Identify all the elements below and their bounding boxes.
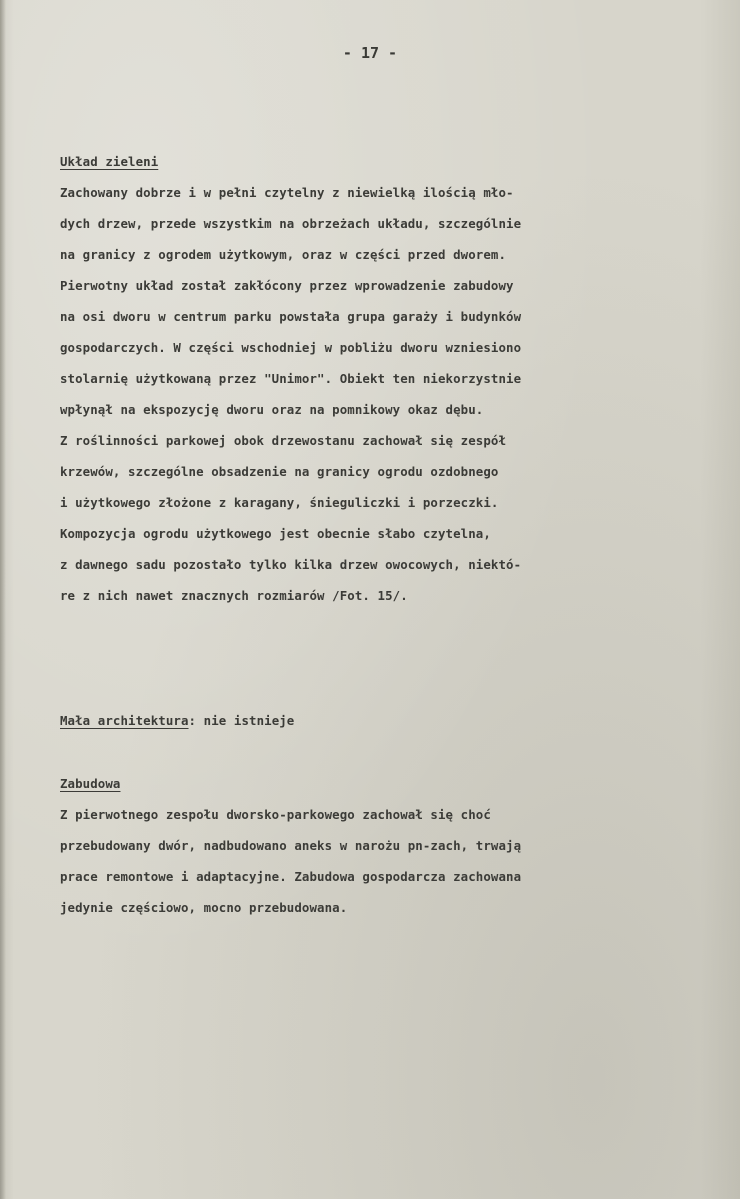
paragraph-line: Zachowany dobrze i w pełni czytelny z niewielką ilością mło- xyxy=(60,185,514,200)
paragraph-line: Kompozycja ogrodu użytkowego jest obecnie słabo czytelna, xyxy=(60,526,491,541)
paragraph-line: Z roślinności parkowej obok drzewostanu zachował się zespół xyxy=(60,433,507,448)
paragraph-line: przebudowany dwór, nadbudowano aneks w narożu pn-zach, trwają xyxy=(60,838,522,853)
paragraph-line: wpłynął na ekspozycję dworu oraz na pomnikowy okaz dębu. xyxy=(60,402,484,417)
page-number: - 17 - xyxy=(342,44,398,62)
section-heading-zabudowa: Zabudowa xyxy=(60,776,121,791)
paragraph-line: stolarnię użytkowaną przez "Unimor". Obiekt ten niekorzystnie xyxy=(60,371,522,386)
section-mala-architektura xyxy=(60,705,294,736)
section-heading-mala-architektura: Mała architektura xyxy=(60,713,189,728)
paragraph-line: Z pierwotnego zespołu dworsko-parkowego zachował się choć xyxy=(60,807,491,822)
section-uklad-zieleni xyxy=(60,146,720,611)
paragraph-line: krzewów, szczególne obsadzenie na granicy ogrodu ozdobnego xyxy=(60,464,499,479)
section-value-mala-architektura: : nie istnieje xyxy=(188,713,295,728)
paragraph-line: gospodarczych. W części wschodniej w pobliżu dworu wzniesiono xyxy=(60,340,522,355)
paragraph-line: jedynie częściowo, mocno przebudowana. xyxy=(60,900,348,915)
paragraph-line: na granicy z ogrodem użytkowym, oraz w części przed dworem. xyxy=(60,247,507,262)
page-edge-shadow xyxy=(0,0,6,1199)
section-heading-uklad-zieleni: Układ zieleni xyxy=(60,154,159,169)
paragraph-line: re z nich nawet znacznych rozmiarów /Fot. 15/. xyxy=(60,588,408,603)
paragraph-line: na osi dworu w centrum parku powstała grupa garaży i budynków xyxy=(60,309,522,324)
section-zabudowa xyxy=(60,768,720,923)
paragraph-line: prace remontowe i adaptacyjne. Zabudowa gospodarcza zachowana xyxy=(60,869,522,884)
paragraph-line: dych drzew, przede wszystkim na obrzeżach układu, szczególnie xyxy=(60,216,522,231)
paragraph-line: i użytkowego złożone z karagany, śnieguliczki i porzeczki. xyxy=(60,495,499,510)
paragraph-line: Pierwotny układ został zakłócony przez wprowadzenie zabudowy xyxy=(60,278,514,293)
paragraph-line: z dawnego sadu pozostało tylko kilka drzew owocowych, niektó- xyxy=(60,557,522,572)
